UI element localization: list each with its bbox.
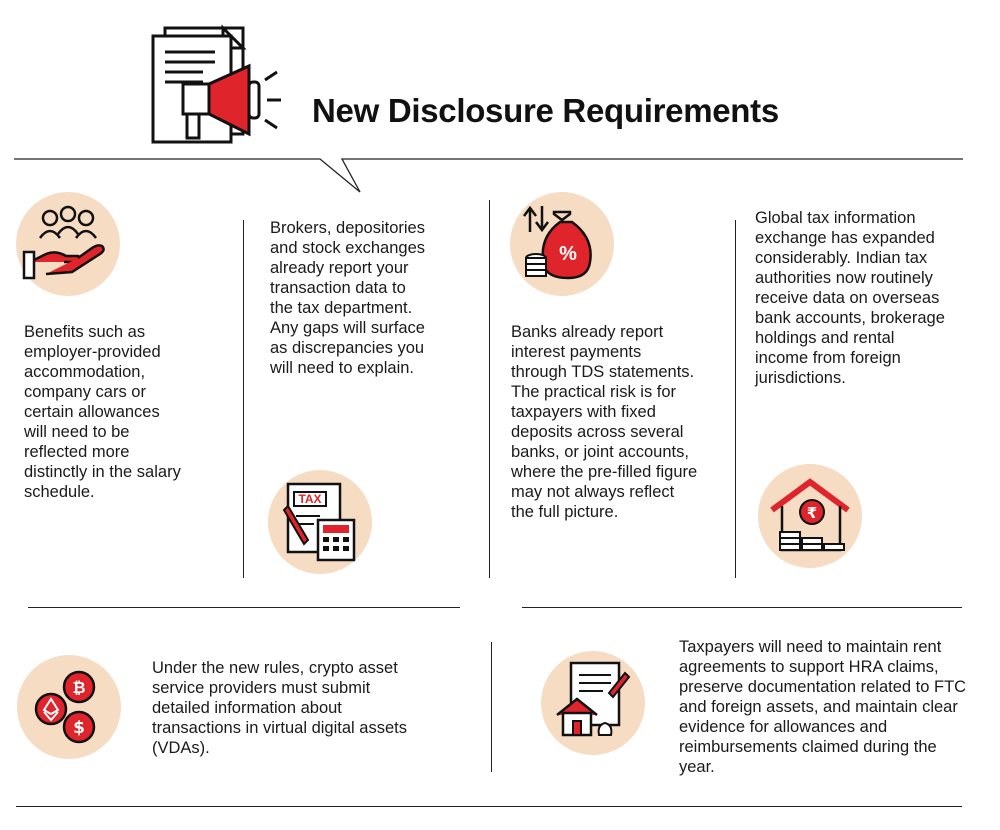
global-text: Global tax information exchange has expanded considerably. Indian tax authorities now routinely receive data on overseas bank accounts, brokerage holdings and rental income from foreign jurisdictions. (755, 209, 945, 387)
benefits-text: Benefits such as employer-provided accommodation, company cars or certain allowances will need to be reflected more distinctly in the salary schedule. (24, 323, 181, 501)
svg-text:$: $ (73, 718, 85, 738)
column-divider-3 (735, 220, 736, 578)
people-hand-icon (16, 192, 120, 296)
tax-document-calculator-icon (268, 470, 372, 574)
megaphone-document-icon (145, 22, 285, 147)
rent-agreement-house-icon (541, 651, 645, 755)
rent-icon-circle (541, 651, 645, 755)
banks-text: Banks already report interest payments through TDS statements. The practical risk is for taxpayers with fixed deposits across several banks, or joint accounts, where the pre-filled figure may not always reflect the full picture. (511, 323, 698, 521)
banks-icon-circle (510, 192, 614, 296)
header-divider (0, 150, 1000, 200)
crypto-icon-circle (17, 655, 121, 759)
brokers-icon-circle (268, 470, 372, 574)
svg-text:%: % (559, 243, 577, 265)
row-divider-left (28, 607, 460, 608)
bottom-divider (16, 806, 962, 807)
svg-text:TAX: TAX (298, 492, 322, 506)
brokers-text: Brokers, depositories and stock exchanges already report your transaction data to the tax department. Any gaps will surface as discrepancies you will need to explain. (270, 219, 426, 377)
row-divider-right (522, 607, 962, 608)
crypto-text: Under the new rules, crypto asset service providers must submit detailed information about transactions in virtual digital assets (VDAs). (152, 659, 407, 757)
page-title: New Disclosure Requirements (312, 92, 779, 129)
rent-text: Taxpayers will need to maintain rent agreements to support HRA claims, preserve documentation related to FTC and foreign assets, and maintain clear evidence for allowances and reimbursements claimed during the year. (679, 638, 967, 776)
svg-text:₿: ₿ (72, 678, 86, 697)
svg-text:₹: ₹ (806, 504, 818, 522)
house-rupee-icon (758, 464, 862, 568)
benefits-icon-circle (16, 192, 120, 296)
crypto-coins-icon (17, 655, 121, 759)
global-icon-circle (758, 464, 862, 568)
column-divider-2 (489, 200, 490, 578)
column-divider-1 (243, 220, 244, 578)
bottom-column-divider (491, 642, 492, 772)
money-bag-percent-icon (510, 192, 614, 296)
